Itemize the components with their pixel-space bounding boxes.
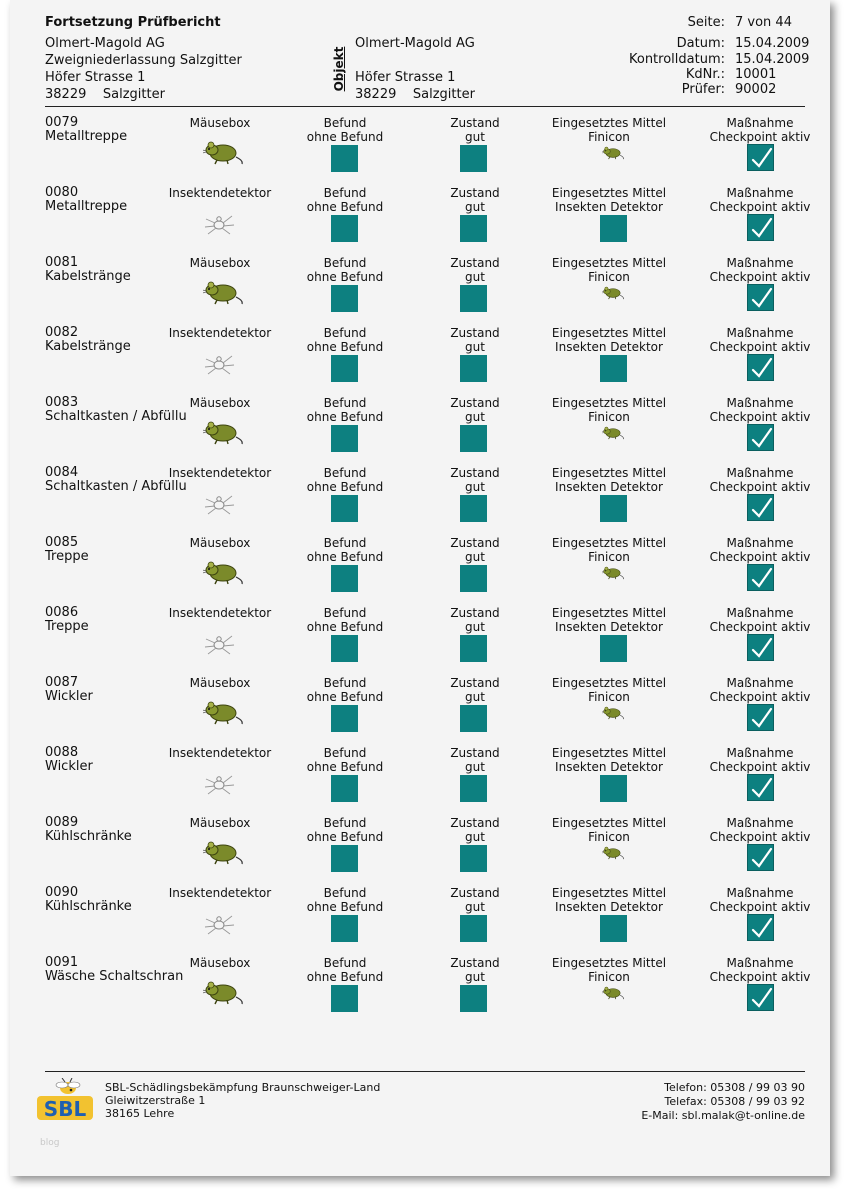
agent-value: Insekten Detektor: [555, 620, 663, 634]
condition-label: Zustand: [450, 746, 500, 760]
finding-value: ohne Befund: [306, 480, 384, 494]
meta-label-date: Datum:: [676, 36, 725, 51]
agent-value: Insekten Detektor: [555, 760, 663, 774]
condition-indicator: [460, 285, 487, 312]
agent-value: Finicon: [588, 550, 630, 564]
agent-label: Eingesetztes Mittel: [551, 326, 667, 340]
action-label: Maßnahme: [726, 326, 794, 340]
table-row: [10, 815, 830, 885]
condition-value: gut: [465, 620, 485, 634]
agent-label: Eingesetztes Mittel: [551, 536, 667, 550]
row-number: 0087: [45, 675, 79, 690]
phone: Telefon: 05308 / 99 03 90: [664, 1081, 805, 1094]
action-value: Checkpoint aktiv: [709, 130, 811, 144]
condition-value: gut: [465, 690, 485, 704]
row-location: Kabelstränge: [45, 269, 131, 284]
table-row: [10, 955, 830, 1025]
row-number: 0083: [45, 395, 79, 410]
checkpoint-active-checkbox[interactable]: [747, 354, 774, 381]
finding-indicator: [331, 845, 358, 872]
row-location: Schaltkasten / Abfüllu: [45, 479, 187, 494]
trap-type: Mäusebox: [189, 116, 251, 130]
condition-indicator: [460, 845, 487, 872]
finding-indicator: [331, 285, 358, 312]
finding-value: ohne Befund: [306, 970, 384, 984]
condition-indicator: [460, 495, 487, 522]
company-city: 38165 Lehre: [105, 1107, 175, 1120]
row-location: Schaltkasten / Abfüllu: [45, 409, 187, 424]
action-label: Maßnahme: [726, 536, 794, 550]
condition-indicator: [460, 985, 487, 1012]
mouse-icon: [203, 699, 243, 729]
finding-label: Befund: [323, 396, 367, 410]
row-number: 0084: [45, 465, 79, 480]
finding-indicator: [331, 915, 358, 942]
mouse-icon: [602, 845, 624, 864]
mouse-icon: [203, 139, 243, 169]
condition-label: Zustand: [450, 676, 500, 690]
object-label: Objekt: [332, 46, 346, 92]
agent-value: Finicon: [588, 410, 630, 424]
condition-label: Zustand: [450, 186, 500, 200]
row-location: Wickler: [45, 759, 93, 774]
agent-indicator: [600, 215, 627, 242]
checkpoint-active-checkbox[interactable]: [747, 564, 774, 591]
action-label: Maßnahme: [726, 816, 794, 830]
insect-icon: [202, 912, 236, 940]
row-location: Treppe: [45, 619, 89, 634]
row-location: Kühlschränke: [45, 899, 132, 914]
insect-icon: [202, 492, 236, 520]
table-row: [10, 395, 830, 465]
table-row: [10, 185, 830, 255]
condition-indicator: [460, 215, 487, 242]
condition-value: gut: [465, 760, 485, 774]
action-value: Checkpoint aktiv: [709, 900, 811, 914]
agent-indicator: [600, 775, 627, 802]
report-page: [10, 0, 830, 1176]
mouse-icon: [602, 145, 624, 164]
condition-value: gut: [465, 480, 485, 494]
agent-value: Finicon: [588, 270, 630, 284]
action-value: Checkpoint aktiv: [709, 200, 811, 214]
condition-value: gut: [465, 900, 485, 914]
finding-indicator: [331, 495, 358, 522]
agent-value: Finicon: [588, 970, 630, 984]
condition-value: gut: [465, 550, 485, 564]
condition-indicator: [460, 145, 487, 172]
meta-label-page: Seite:: [687, 15, 725, 30]
insect-icon: [202, 632, 236, 660]
checkpoint-active-checkbox[interactable]: [747, 844, 774, 871]
client-city: 38229 Salzgitter: [45, 87, 165, 102]
action-label: Maßnahme: [726, 116, 794, 130]
client-branch: Zweigniederlassung Salzgitter: [45, 53, 242, 68]
action-label: Maßnahme: [726, 186, 794, 200]
action-value: Checkpoint aktiv: [709, 550, 811, 564]
finding-label: Befund: [323, 256, 367, 270]
agent-label: Eingesetztes Mittel: [551, 606, 667, 620]
condition-indicator: [460, 425, 487, 452]
action-value: Checkpoint aktiv: [709, 830, 811, 844]
finding-value: ohne Befund: [306, 410, 384, 424]
watermark: blog: [40, 1138, 60, 1148]
finding-value: ohne Befund: [306, 620, 384, 634]
action-value: Checkpoint aktiv: [709, 970, 811, 984]
trap-type: Insektendetektor: [168, 886, 272, 900]
meta-value-inspector: 90002: [735, 82, 777, 97]
agent-label: Eingesetztes Mittel: [551, 466, 667, 480]
finding-value: ohne Befund: [306, 900, 384, 914]
checkpoint-active-checkbox[interactable]: [747, 424, 774, 451]
mouse-icon: [602, 425, 624, 444]
finding-indicator: [331, 635, 358, 662]
mouse-icon: [203, 279, 243, 309]
condition-label: Zustand: [450, 326, 500, 340]
trap-type: Insektendetektor: [168, 746, 272, 760]
condition-label: Zustand: [450, 956, 500, 970]
table-row: [10, 535, 830, 605]
finding-indicator: [331, 215, 358, 242]
trap-type: Mäusebox: [189, 676, 251, 690]
row-location: Treppe: [45, 549, 89, 564]
agent-value: Finicon: [588, 690, 630, 704]
mouse-icon: [203, 419, 243, 449]
action-value: Checkpoint aktiv: [709, 690, 811, 704]
action-label: Maßnahme: [726, 956, 794, 970]
checkpoint-active-checkbox[interactable]: [747, 214, 774, 241]
mouse-icon: [203, 839, 243, 869]
email-link[interactable]: E-Mail: sbl.malak@t-online.de: [641, 1109, 805, 1122]
condition-label: Zustand: [450, 256, 500, 270]
checkpoint-active-checkbox[interactable]: [747, 984, 774, 1011]
action-label: Maßnahme: [726, 676, 794, 690]
agent-label: Eingesetztes Mittel: [551, 816, 667, 830]
condition-value: gut: [465, 970, 485, 984]
trap-type: Mäusebox: [189, 816, 251, 830]
row-location: Wickler: [45, 689, 93, 704]
object-street: Höfer Strasse 1: [355, 70, 456, 85]
finding-label: Befund: [323, 116, 367, 130]
condition-indicator: [460, 915, 487, 942]
action-label: Maßnahme: [726, 606, 794, 620]
condition-value: gut: [465, 270, 485, 284]
trap-type: Mäusebox: [189, 256, 251, 270]
agent-label: Eingesetztes Mittel: [551, 116, 667, 130]
action-value: Checkpoint aktiv: [709, 340, 811, 354]
row-number: 0091: [45, 955, 79, 970]
mouse-icon: [602, 285, 624, 304]
row-location: Kühlschränke: [45, 829, 132, 844]
meta-value-date: 15.04.2009: [735, 36, 810, 51]
condition-label: Zustand: [450, 396, 500, 410]
agent-value: Insekten Detektor: [555, 900, 663, 914]
object-city: 38229 Salzgitter: [355, 87, 475, 102]
checkpoint-active-checkbox[interactable]: [747, 914, 774, 941]
table-row: [10, 255, 830, 325]
agent-label: Eingesetztes Mittel: [551, 676, 667, 690]
table-row: [10, 885, 830, 955]
finding-label: Befund: [323, 676, 367, 690]
condition-label: Zustand: [450, 606, 500, 620]
finding-value: ohne Befund: [306, 690, 384, 704]
agent-value: Insekten Detektor: [555, 340, 663, 354]
agent-label: Eingesetztes Mittel: [551, 746, 667, 760]
finding-indicator: [331, 705, 358, 732]
agent-indicator: [600, 495, 627, 522]
table-row: [10, 115, 830, 185]
table-row: [10, 465, 830, 535]
condition-label: Zustand: [450, 886, 500, 900]
finding-value: ohne Befund: [306, 130, 384, 144]
mouse-icon: [602, 705, 624, 724]
checkpoint-active-checkbox[interactable]: [747, 284, 774, 311]
mouse-icon: [602, 985, 624, 1004]
row-location: Metalltreppe: [45, 129, 128, 144]
table-row: [10, 325, 830, 395]
finding-label: Befund: [323, 536, 367, 550]
action-value: Checkpoint aktiv: [709, 620, 811, 634]
action-label: Maßnahme: [726, 746, 794, 760]
svg-text:SBL: SBL: [43, 1097, 87, 1121]
trap-type: Mäusebox: [189, 396, 251, 410]
finding-indicator: [331, 985, 358, 1012]
insect-icon: [202, 212, 236, 240]
row-number: 0082: [45, 325, 79, 340]
finding-value: ohne Befund: [306, 760, 384, 774]
condition-value: gut: [465, 830, 485, 844]
action-label: Maßnahme: [726, 396, 794, 410]
insect-icon: [202, 772, 236, 800]
finding-label: Befund: [323, 886, 367, 900]
action-value: Checkpoint aktiv: [709, 480, 811, 494]
meta-value-customer-no: 10001: [735, 67, 777, 82]
action-label: Maßnahme: [726, 886, 794, 900]
fax: Telefax: 05308 / 99 03 92: [664, 1095, 805, 1108]
agent-label: Eingesetztes Mittel: [551, 956, 667, 970]
agent-indicator: [600, 635, 627, 662]
checkpoint-active-checkbox[interactable]: [747, 704, 774, 731]
table-row: [10, 745, 830, 815]
meta-label-inspector: Prüfer:: [681, 82, 725, 97]
finding-indicator: [331, 425, 358, 452]
condition-label: Zustand: [450, 816, 500, 830]
finding-value: ohne Befund: [306, 200, 384, 214]
footer-divider: [45, 1071, 805, 1072]
agent-indicator: [600, 355, 627, 382]
row-number: 0088: [45, 745, 79, 760]
object-name: Olmert-Magold AG: [355, 36, 475, 51]
sbl-logo: [35, 1078, 95, 1124]
agent-value: Finicon: [588, 830, 630, 844]
table-row: [10, 675, 830, 745]
condition-indicator: [460, 565, 487, 592]
finding-value: ohne Befund: [306, 550, 384, 564]
checkpoint-active-checkbox[interactable]: [747, 634, 774, 661]
condition-value: gut: [465, 340, 485, 354]
mouse-icon: [203, 979, 243, 1009]
agent-label: Eingesetztes Mittel: [551, 396, 667, 410]
finding-value: ohne Befund: [306, 830, 384, 844]
trap-type: Mäusebox: [189, 956, 251, 970]
meta-value-control-date: 15.04.2009: [735, 52, 810, 67]
row-location: Metalltreppe: [45, 199, 128, 214]
finding-label: Befund: [323, 746, 367, 760]
finding-label: Befund: [323, 186, 367, 200]
finding-value: ohne Befund: [306, 270, 384, 284]
row-number: 0089: [45, 815, 79, 830]
client-name: Olmert-Magold AG: [45, 36, 165, 51]
finding-value: ohne Befund: [306, 340, 384, 354]
finding-label: Befund: [323, 606, 367, 620]
table-row: [10, 605, 830, 675]
finding-indicator: [331, 565, 358, 592]
action-value: Checkpoint aktiv: [709, 760, 811, 774]
trap-type: Insektendetektor: [168, 326, 272, 340]
meta-value-page: 7 von 44: [735, 15, 792, 30]
row-number: 0080: [45, 185, 79, 200]
action-value: Checkpoint aktiv: [709, 410, 811, 424]
client-street: Höfer Strasse 1: [45, 70, 146, 85]
row-number: 0081: [45, 255, 79, 270]
trap-type: Insektendetektor: [168, 466, 272, 480]
trap-type: Insektendetektor: [168, 186, 272, 200]
action-label: Maßnahme: [726, 466, 794, 480]
condition-label: Zustand: [450, 536, 500, 550]
checkpoint-active-checkbox[interactable]: [747, 774, 774, 801]
condition-indicator: [460, 775, 487, 802]
header-divider: [45, 106, 805, 107]
condition-indicator: [460, 705, 487, 732]
report-title: Fortsetzung Prüfbericht: [45, 15, 221, 30]
company-street: Gleiwitzerstraße 1: [105, 1094, 206, 1107]
mouse-icon: [602, 565, 624, 584]
condition-indicator: [460, 635, 487, 662]
row-number: 0079: [45, 115, 79, 130]
action-label: Maßnahme: [726, 256, 794, 270]
agent-value: Finicon: [588, 130, 630, 144]
row-number: 0086: [45, 605, 79, 620]
trap-type: Insektendetektor: [168, 606, 272, 620]
company-name: SBL-Schädlingsbekämpfung Braunschweiger-Land: [105, 1081, 381, 1094]
finding-label: Befund: [323, 816, 367, 830]
agent-value: Insekten Detektor: [555, 200, 663, 214]
agent-label: Eingesetztes Mittel: [551, 886, 667, 900]
mouse-icon: [203, 559, 243, 589]
agent-value: Insekten Detektor: [555, 480, 663, 494]
meta-label-customer-no: KdNr.:: [685, 67, 725, 82]
finding-label: Befund: [323, 956, 367, 970]
row-location: Kabelstränge: [45, 339, 131, 354]
insect-icon: [202, 352, 236, 380]
finding-indicator: [331, 775, 358, 802]
agent-label: Eingesetztes Mittel: [551, 186, 667, 200]
condition-value: gut: [465, 410, 485, 424]
meta-label-control-date: Kontrolldatum:: [628, 52, 725, 67]
agent-indicator: [600, 915, 627, 942]
condition-label: Zustand: [450, 116, 500, 130]
checkpoint-active-checkbox[interactable]: [747, 144, 774, 171]
condition-indicator: [460, 355, 487, 382]
condition-value: gut: [465, 200, 485, 214]
finding-indicator: [331, 355, 358, 382]
row-location: Wäsche Schaltschran: [45, 969, 184, 984]
condition-label: Zustand: [450, 466, 500, 480]
finding-label: Befund: [323, 326, 367, 340]
trap-type: Mäusebox: [189, 536, 251, 550]
row-number: 0090: [45, 885, 79, 900]
row-number: 0085: [45, 535, 79, 550]
condition-value: gut: [465, 130, 485, 144]
agent-label: Eingesetztes Mittel: [551, 256, 667, 270]
finding-indicator: [331, 145, 358, 172]
finding-label: Befund: [323, 466, 367, 480]
action-value: Checkpoint aktiv: [709, 270, 811, 284]
checkpoint-active-checkbox[interactable]: [747, 494, 774, 521]
